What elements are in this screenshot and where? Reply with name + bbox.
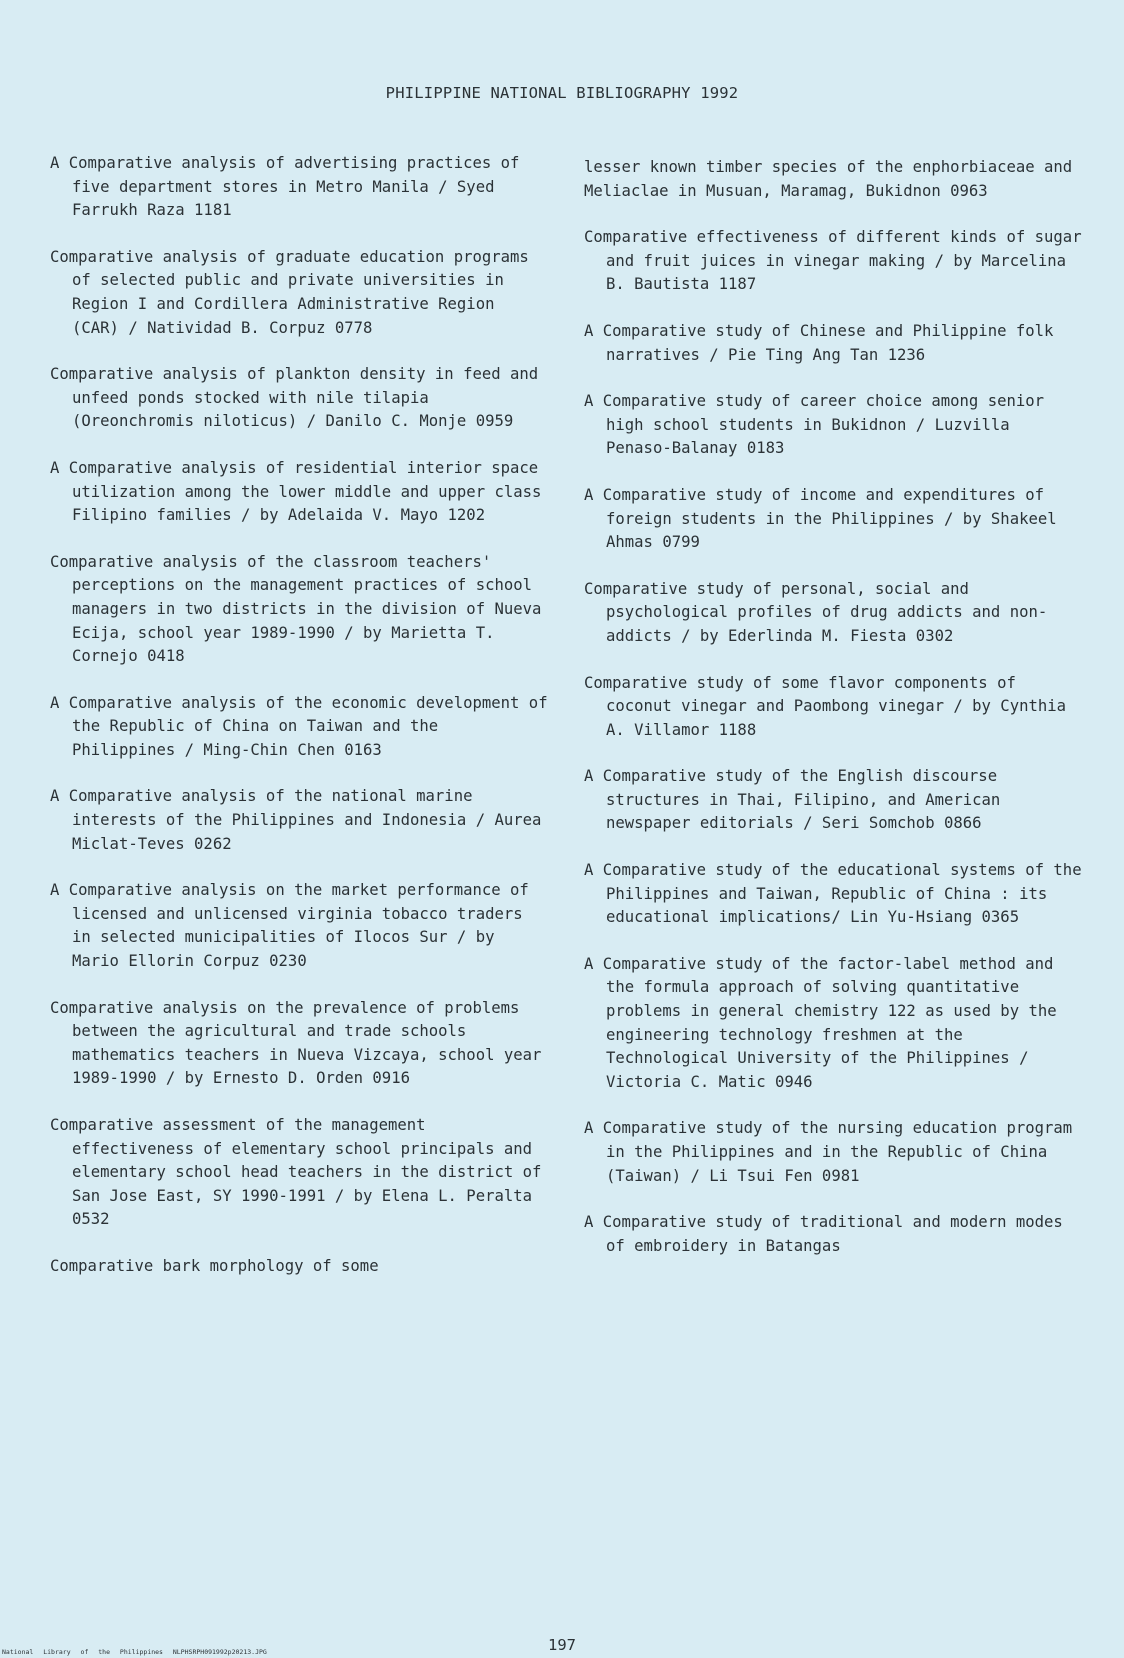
bibliography-entry: Comparative assessment of the management effectiveness of elementary school principals and elementary school head teachers in the district of San Jose East, SY 1990-1991 / by Elena L. Peralta 0532 bbox=[50, 1116, 542, 1229]
bibliography-entry: Comparative analysis of graduate education programs of selected public and private universities in Region I and Cordillera Administrative Region (CAR) / Natividad B. Corpuz 0778 bbox=[50, 247, 529, 337]
bibliography-entry: Comparative effectiveness of different kinds of sugar and fruit juices in vinegar making / by Marcelina B. Bautista 1187 bbox=[584, 228, 1082, 294]
bibliography-entry: Comparative analysis of the classroom teachers' perceptions on the management practices of school managers in two districts in the division of Nueva Ecija, school year 1989-1990 / by Marietta T. Cornejo 0418 bbox=[50, 552, 542, 666]
bibliography-entry: A Comparative study of Chinese and Philippine folk narratives / Pie Ting Ang Tan 1236 bbox=[584, 321, 1054, 364]
bibliography-entry: A Comparative analysis of the economic development of the Republic of China on Taiwan and the Philippines / Ming-Chin Chen 0163 bbox=[50, 693, 548, 759]
bibliography-entry: Comparative study of some flavor components of coconut vinegar and Paombong vinegar / by Cynthia A. Villamor 1188 bbox=[584, 673, 1067, 739]
scan-footer bbox=[2, 1648, 267, 1656]
bibliography-entry: Comparative analysis of plankton density in feed and unfeed ponds stocked with nile tilapia (Oreonchromis niloticus) / Danilo C. Monje 0959 bbox=[50, 365, 539, 431]
bibliography-entry: A Comparative study of the nursing education program in the Philippines and in the Republic of China (Taiwan) / Li Tsui Fen 0981 bbox=[584, 1119, 1073, 1185]
bibliography-entry: A Comparative study of the English discourse structures in Thai, Filipino, and American newspaper editorials / Seri Somchob 0866 bbox=[584, 767, 1001, 833]
left-column bbox=[50, 152, 550, 1302]
page-number: 197 bbox=[548, 1636, 576, 1654]
bibliography-entry: Comparative bark morphology of some bbox=[50, 1256, 379, 1275]
bibliography-entry-continuation: lesser known timber species of the enphorbiaceae and Meliaclae in Musuan, Maramag, Bukidnon 0963 bbox=[584, 158, 1073, 200]
bibliography-entry: A Comparative study of the factor-label method and the formula approach of solving quantitative problems in general chemistry 122 as used by the engineering technology freshmen at the Technological University of the Philippines / Victoria C. Matic 0946 bbox=[584, 954, 1057, 1091]
bibliography-entry: A Comparative study of income and expenditures of foreign students in the Philippines / by Shakeel Ahmas 0799 bbox=[584, 485, 1057, 552]
bibliography-entry: A Comparative analysis of the national marine interests of the Philippines and Indonesia / Aurea Miclat-Teves 0262 bbox=[50, 787, 542, 853]
footer-file-id: NLPHSRPH091992p20213.JPG bbox=[172, 1648, 267, 1656]
bibliography-entry: A Comparative study of the educational systems of the Philippines and Taiwan, Republic of China : its educational implications/ Lin Yu-Hsiang 0365 bbox=[584, 861, 1082, 927]
page-header: PHILIPPINE NATIONAL BIBLIOGRAPHY 1992 bbox=[385, 84, 739, 102]
right-column bbox=[584, 156, 1084, 1281]
bibliography-entry: A Comparative study of career choice among senior high school students in Bukidnon / Luzvilla Penaso-Balanay 0183 bbox=[584, 392, 1045, 458]
bibliography-entry: Comparative study of personal, social and psychological profiles of drug addicts and non-addicts / by Ederlinda M. Fiesta 0302 bbox=[584, 579, 1048, 645]
bibliography-entry: A Comparative study of traditional and modern modes of embroidery in Batangas bbox=[584, 1213, 1063, 1255]
bibliography-entry: A Comparative analysis on the market performance of licensed and unlicensed virginia tobacco traders in selected municipalities of Ilocos Sur / by Mario Ellorin Corpuz 0230 bbox=[50, 881, 529, 971]
bibliography-entry: A Comparative analysis of residential interior space utilization among the lower middle and upper class Filipino families / by Adelaida V. Mayo 1202 bbox=[50, 458, 542, 525]
bibliography-entry: A Comparative analysis of advertising practices of five department stores in Metro Manila / Syed Farrukh Raza 1181 bbox=[50, 154, 520, 220]
bibliography-entry: Comparative analysis on the prevalence of problems between the agricultural and trade schools mathematics teachers in Nueva Vizcaya, school year 1989-1990 / by Ernesto D. Orden 0916 bbox=[50, 998, 542, 1088]
footer-library: National Library of the Philippines bbox=[2, 1648, 163, 1656]
